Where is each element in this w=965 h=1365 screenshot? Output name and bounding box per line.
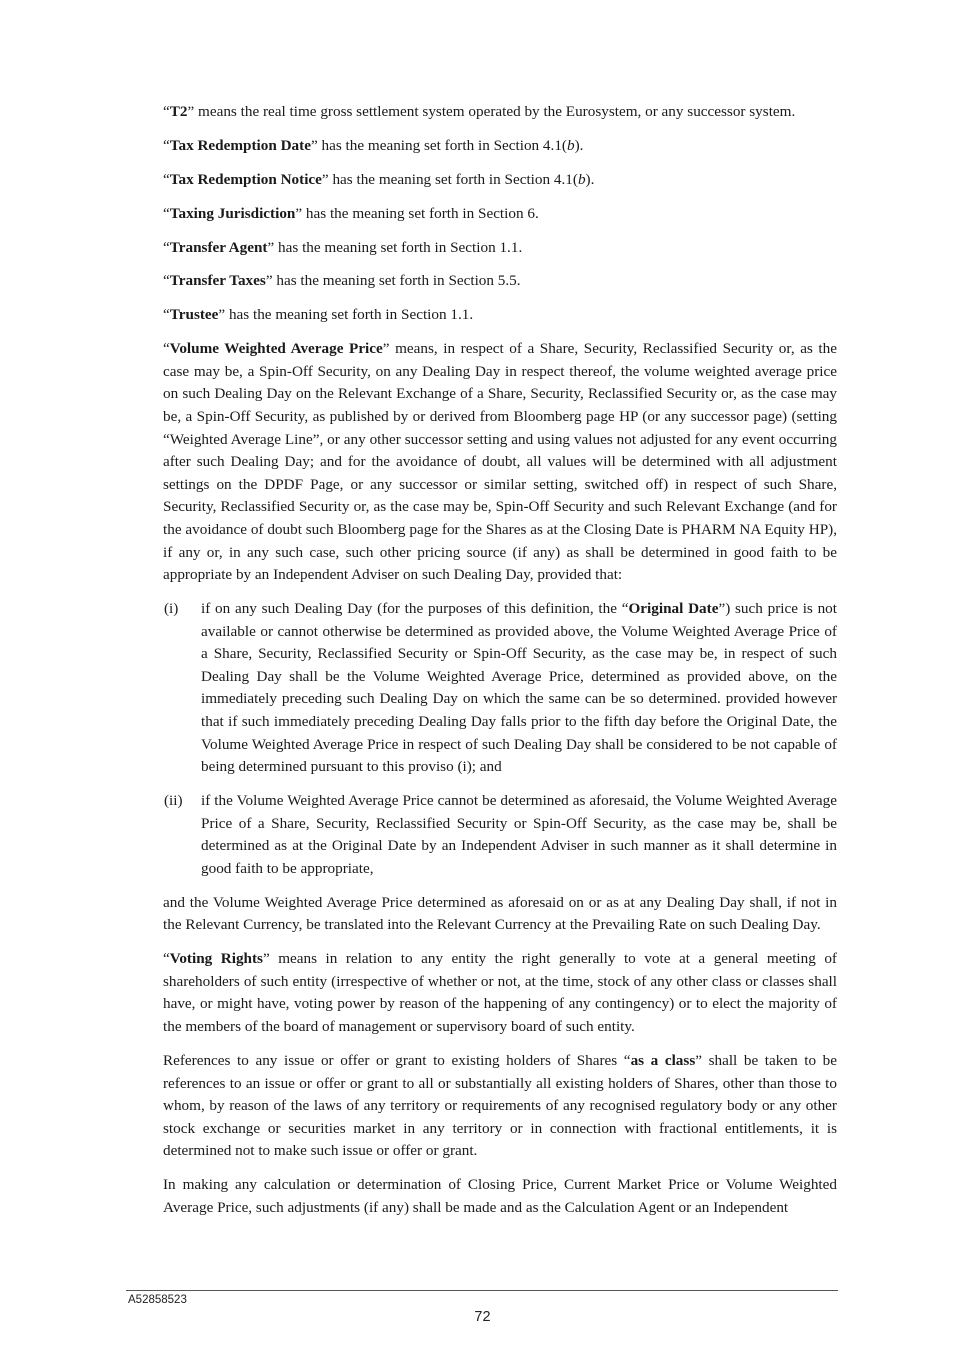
- definition-tax-redemption-date: “Tax Redemption Date” has the meaning set forth in Section 4.1(b).: [163, 136, 584, 154]
- definition-transfer-agent: “Transfer Agent” has the meaning set forth in Section 1.1.: [163, 238, 523, 256]
- document-body: [163, 101, 837, 1231]
- vwap-tail-paragraph: and the Volume Weighted Average Price determined as aforesaid on or as at any Dealing Day shall, if not in the Relevant Currency, be translated into the Relevant Currency at the Prevailing Rate on such Dealing Day.: [163, 893, 837, 934]
- defined-term: Tax Redemption Date: [169, 136, 311, 154]
- definition-trustee: “Trustee” has the meaning set forth in Section 1.1.: [163, 306, 474, 324]
- defined-term: Tax Redemption Notice: [169, 170, 322, 188]
- definition-transfer-taxes: “Transfer Taxes” has the meaning set forth in Section 5.5.: [163, 272, 521, 290]
- definition-taxing-jurisdiction: “Taxing Jurisdiction” has the meaning set forth in Section 6.: [163, 204, 539, 222]
- definition-tax-redemption-notice: “Tax Redemption Notice” has the meaning set forth in Section 4.1(b).: [163, 170, 595, 188]
- definition-vwap: “Volume Weighted Average Price” means, in respect of a Share, Security, Reclassified Security or, as the case may be, a Spin-Off Security, on any Dealing Day in respect thereof, the volume weighted average price on such Dealing Day on the Relevant Exchange of a Share, Security, Reclassified Security or, as the case may be, a Spin-Off Security, as published by or derived from Bloomberg page HP (or any successor page) (setting “Weighted Average Line”, or any other successor setting and using values not adjusted for any event occurring after such Dealing Day; and for the avoidance of doubt, all values will be determined with all adjustment settings on the DPDF Page, or any successor or similar setting, switched off) in respect of such Share, Security, Reclassified Security or, as the case may be, Spin-Off Security and such Relevant Exchange (and for the avoidance of doubt such Bloomberg page for the Shares as at the Closing Date is PHARM NA Equity HP), if any or, in any such case, such other pricing source (if any) as shall be determined in good faith to be appropriate by an Independent Adviser on such Dealing Day, provided that:: [163, 340, 837, 584]
- page-number: 72: [474, 1309, 491, 1325]
- defined-term: Transfer Agent: [169, 238, 268, 256]
- proviso-item-i: (i) if on any such Dealing Day (for the purposes of this definition, the “Original Date”) such price is not available or cannot otherwise be determined as provided above, the Volume Weighted Average Price of a Share, Security, Reclassified Security or Spin-Off Security, as the case may be, in respect of such Dealing Day shall be the Volume Weighted Average Price, determined as provided above, on the immediately preceding such Dealing Day on which the same can be so determined. provided however that if such immediately preceding Dealing Day falls prior to the fifth day before the Original Date, the Volume Weighted Average Price in respect of such Dealing Day shall be considered to be not capable of being determined pursuant to this proviso (i); and: [164, 600, 837, 776]
- calculation-paragraph: In making any calculation or determination of Closing Price, Current Market Price or Volume Weighted Average Price, such adjustments (if any) shall be made and as the Calculation Agent or an Independent: [163, 1176, 837, 1216]
- defined-term: Trustee: [169, 306, 219, 324]
- defined-term: Transfer Taxes: [169, 272, 266, 290]
- defined-term: Volume Weighted Average Price: [169, 340, 383, 358]
- list-marker: (i): [164, 600, 179, 618]
- defined-term: T2: [169, 103, 188, 120]
- footer-divider: [126, 1290, 838, 1291]
- definition-voting-rights: “Voting Rights” means in relation to any entity the right generally to vote at a general meeting of shareholders of such entity (irrespective of whether or not, at the time, stock of any other class or classes shall have, or might have, voting power by reason of the happening of any contingency) or to elect the majority of the members of the board of management or supervisory board of such entity.: [163, 950, 837, 1036]
- references-paragraph: References to any issue or offer or grant to existing holders of Shares “as a class” shall be taken to be references to an issue or offer or grant to all or substantially all existing holders of Shares, other than those to whom, by reason of the laws of any territory or requirements of any recognised regulatory body or any other stock exchange or securities market in any territory or in connection with fractional entitlements, it is determined not to make such issue or offer or grant.: [163, 1051, 838, 1160]
- proviso-item-ii: (ii) if the Volume Weighted Average Price cannot be determined as aforesaid, the Volume Weighted Average Price of a Share, Security, Reclassified Security or Spin-Off Security, as the case may be, shall be determined as at the Original Date by an Independent Adviser in such manner as it shall determine in good faith to be appropriate,: [164, 792, 837, 877]
- list-marker: (ii): [164, 792, 183, 810]
- defined-term: Taxing Jurisdiction: [169, 204, 296, 222]
- definition-t2: “T2” means the real time gross settlement system operated by the Eurosystem, or any successor system.: [163, 103, 796, 120]
- document-reference: A52858523: [128, 1294, 187, 1306]
- defined-term: Voting Rights: [169, 950, 263, 968]
